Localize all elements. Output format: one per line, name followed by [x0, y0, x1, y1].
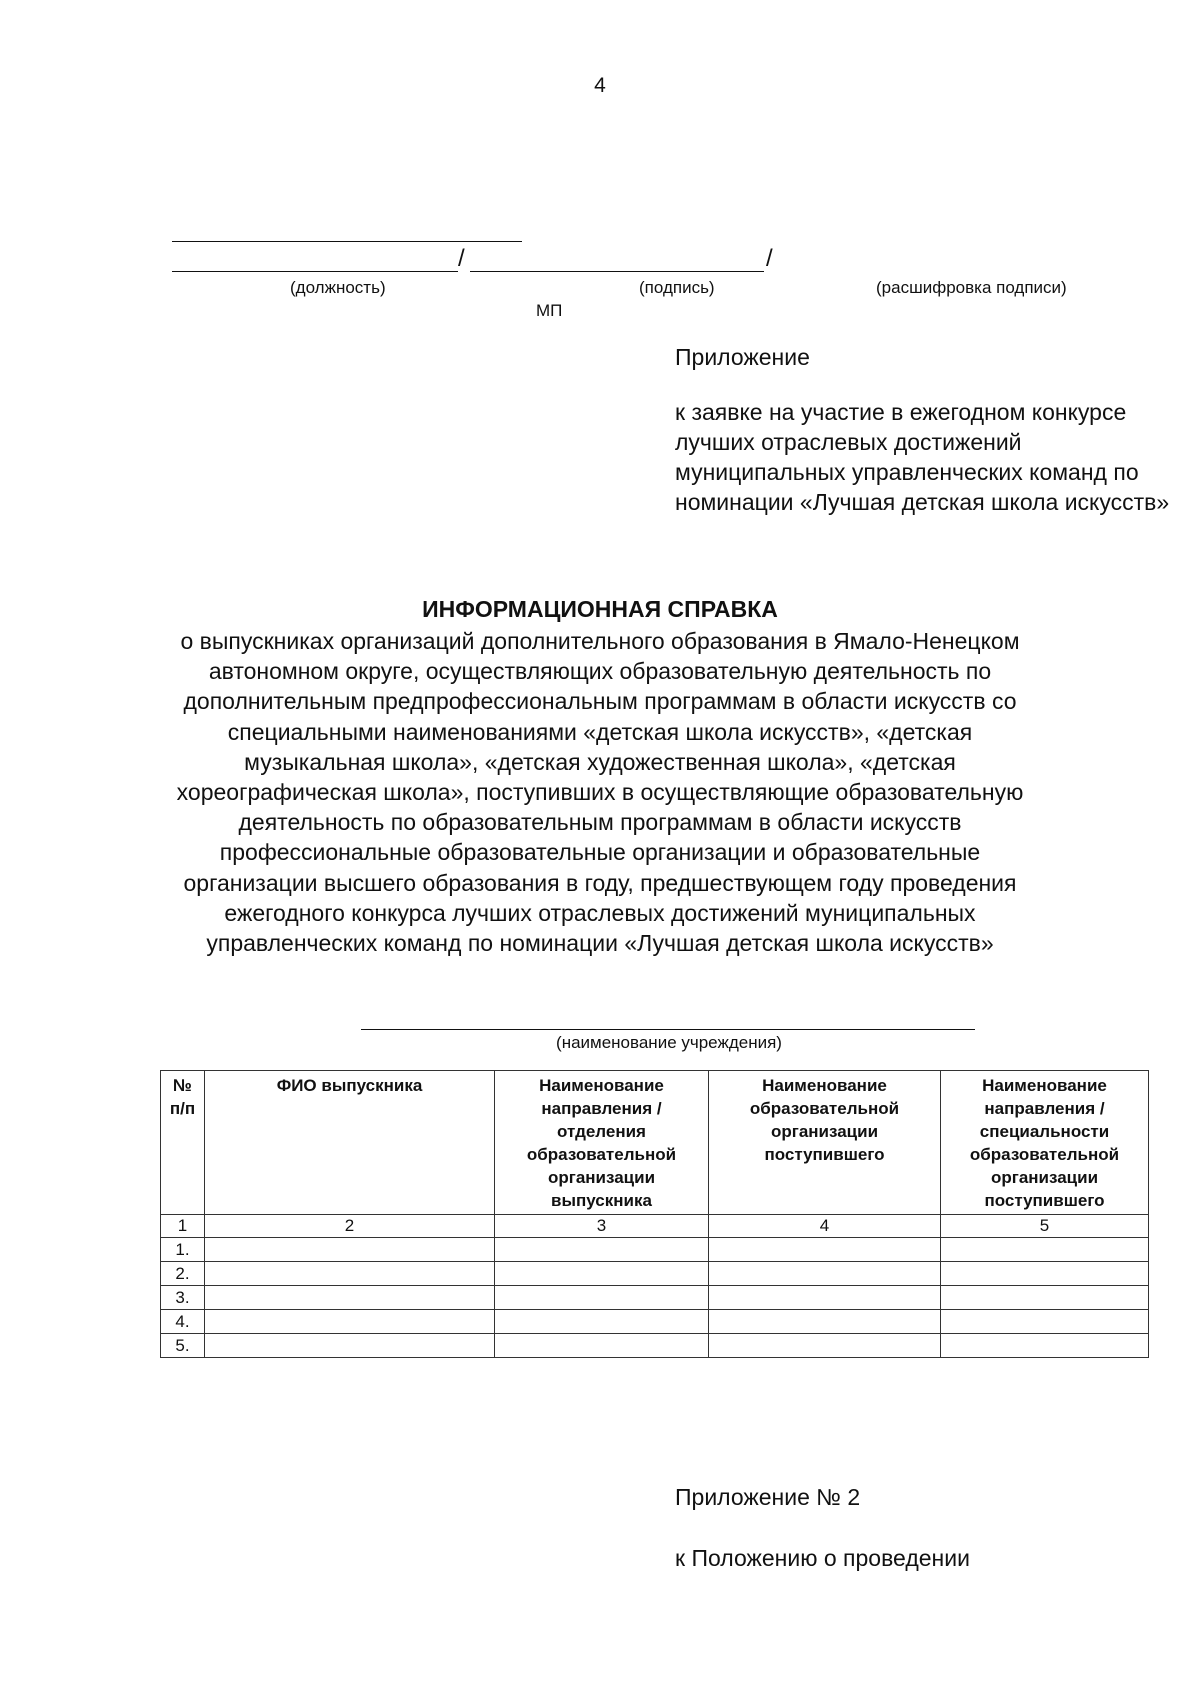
- column-number: 3: [495, 1215, 709, 1238]
- table-cell: [495, 1286, 709, 1310]
- table-cell: [205, 1286, 495, 1310]
- header-graduate-department: Наименование направления / отделения образовательной организации выпускника: [495, 1071, 709, 1215]
- appendix-title: Приложение: [675, 344, 810, 370]
- table-row: [161, 1334, 1149, 1358]
- signature-line: [470, 271, 764, 272]
- table-cell: [709, 1310, 941, 1334]
- column-number: 1: [161, 1215, 205, 1238]
- table-row: [161, 1262, 1149, 1286]
- table-cell: [205, 1310, 495, 1334]
- appendix-text: к заявке на участие в ежегодном конкурсе лучших отраслевых достижений муниципальных управленческих команд по номинации «Лучшая детская школа искусств»: [675, 399, 1170, 515]
- table-cell: [709, 1262, 941, 1286]
- appendix2-text: к Положению о проведении: [675, 1545, 970, 1571]
- institution-caption: (наименование учреждения): [556, 1033, 782, 1052]
- position-line: [172, 271, 458, 272]
- table-cell: [205, 1262, 495, 1286]
- table-cell: [495, 1310, 709, 1334]
- table-column-numbers: [161, 1215, 1149, 1238]
- page-number: 4: [594, 74, 606, 97]
- table-row: [161, 1238, 1149, 1262]
- column-number: 4: [709, 1215, 941, 1238]
- graduates-table: [160, 1070, 1149, 1358]
- table-cell: [205, 1334, 495, 1358]
- table-row: [161, 1310, 1149, 1334]
- heading-body: о выпускниках организаций дополнительного образования в Ямало-Ненецком автономном округе, осуществляющих образовательную деятельность по дополнительным предпрофессиональным программам в области искусств со специальными наименованиями «детская школа искусств», «детская музыкальная школа», «детская художественная школа», «детская хореографическая школа», поступивших в осуществляющие образовательную деятельность по образовательным программам в области искусств профессиональные образовательные организации и образовательные организации высшего образования в году, предшествующем году проведения ежегодного конкурса лучших отраслевых достижений муниципальных управленческих команд по номинации «Лучшая детская школа искусств»: [176, 628, 1024, 957]
- row-number: 3.: [161, 1286, 205, 1310]
- table-cell: [709, 1334, 941, 1358]
- row-number: 5.: [161, 1334, 205, 1358]
- row-number: 4.: [161, 1310, 205, 1334]
- table-row: [161, 1286, 1149, 1310]
- seal-mark: МП: [536, 301, 563, 320]
- column-number: 5: [941, 1215, 1149, 1238]
- signature-slash-2: /: [766, 245, 773, 272]
- appendix2-title: Приложение № 2: [675, 1484, 861, 1510]
- header-graduate-name: ФИО выпускника: [205, 1071, 495, 1215]
- column-number: 2: [205, 1215, 495, 1238]
- table-cell: [205, 1238, 495, 1262]
- row-number: 2.: [161, 1262, 205, 1286]
- table-cell: [495, 1238, 709, 1262]
- caption-signature: (подпись): [639, 278, 715, 297]
- table-cell: [709, 1238, 941, 1262]
- table-cell: [941, 1238, 1149, 1262]
- table-cell: [495, 1334, 709, 1358]
- table-cell: [709, 1286, 941, 1310]
- header-admitted-organization: Наименование образовательной организации поступившего: [709, 1071, 941, 1215]
- table-cell: [941, 1334, 1149, 1358]
- table-cell: [941, 1310, 1149, 1334]
- institution-line: [361, 1029, 975, 1030]
- caption-decoding: (расшифровка подписи): [876, 278, 1067, 297]
- signature-line-top: [172, 241, 522, 242]
- signature-slash-1: /: [458, 245, 465, 272]
- table-cell: [941, 1286, 1149, 1310]
- table-cell: [941, 1262, 1149, 1286]
- heading-title: ИНФОРМАЦИОННАЯ СПРАВКА: [422, 596, 778, 622]
- header-admitted-specialty: Наименование направления / специальности образовательной организации поступившего: [941, 1071, 1149, 1215]
- table-cell: [495, 1262, 709, 1286]
- caption-position: (должность): [290, 278, 386, 297]
- header-number: № п/п: [161, 1071, 205, 1215]
- table-header-row: [161, 1071, 1149, 1215]
- row-number: 1.: [161, 1238, 205, 1262]
